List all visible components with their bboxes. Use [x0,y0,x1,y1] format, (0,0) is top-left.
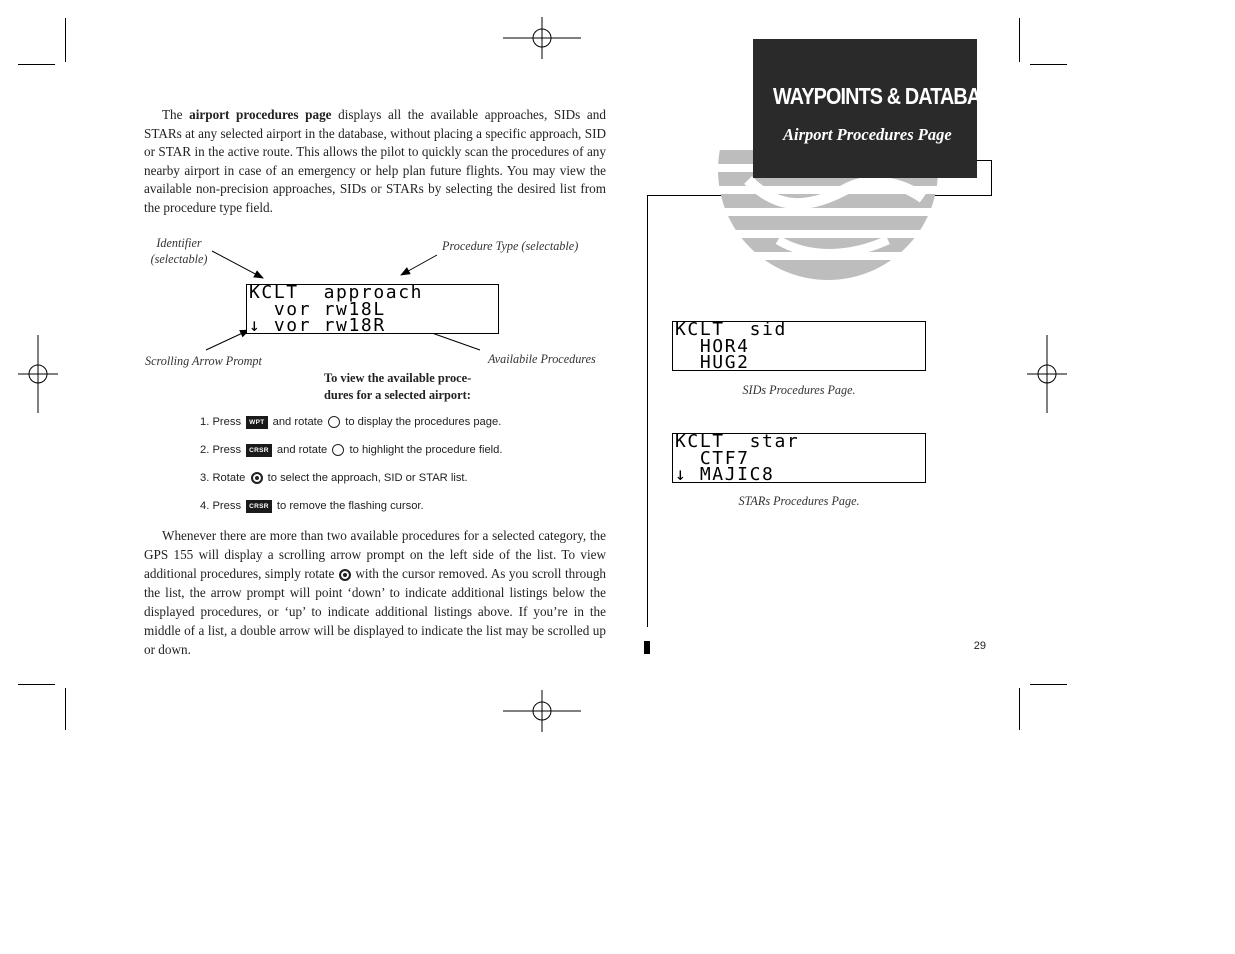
intro-paragraph: The airport procedures page displays all the available approaches, SIDs and STARs at any selected airport in the database, without placing a specific approach, SID or STAR in the active route. This allows the pilot to quickly scan the procedures of any nearby airport in case of an emergency or help plan future flights. You may view the available non-precision approaches, SIDs or STARs by selecting the desired list from the procedure type field. [144,107,606,215]
label-procedure-type: Procedure Type (selectable) [442,239,579,253]
step-3: 3. Rotate to select the approach, SID or STAR list. [200,472,468,484]
star-lcd-screen [672,433,926,483]
crop-mark [1030,64,1067,65]
frame-line [977,160,992,161]
label-available-procedures: Availabile Procedures [488,352,596,366]
page-number: 29 [973,640,986,652]
diagram-arrows [0,0,620,420]
section-header [753,39,1005,178]
lcd-line: KCLT star [675,431,800,452]
inner-knob-icon [251,472,263,484]
crop-mark [1019,18,1020,62]
star-caption: STARs Procedures Page. [738,494,860,508]
lcd-line: ↓ MAJIC8 [675,464,775,485]
outer-knob-icon [328,416,340,428]
label-scrolling-arrow: Scrolling Arrow Prompt [145,354,262,368]
procedures-lcd-screen [246,284,499,334]
lcd-line: vor rw18L [249,298,386,320]
lcd-line: KCLT approach [249,282,424,303]
registration-mark [1027,335,1067,413]
label-identifier: Identifier (selectable) [150,236,208,266]
page-marker [644,641,650,654]
crsr-key-icon: CRSR [246,500,272,513]
crop-mark [65,688,66,730]
lcd-line: CTF7 [675,447,750,469]
crop-mark [18,684,55,685]
lcd-line: ↓ vor rw18R [249,315,386,336]
step-1: 1. Press WPT and rotate to display the procedures page. [200,416,502,428]
arrow-procedure-type [401,255,437,275]
step-4: 4. Press CRSR to remove the flashing cursor. [200,500,424,512]
step-2: 2. Press CRSR and rotate to highlight the procedure field. [200,444,503,456]
wpt-key-icon: WPT [246,416,267,429]
instructions-heading: To view the available proce- dures for a selected airport: [324,371,472,402]
sid-lcd-screen [672,321,926,371]
scrolling-paragraph: Whenever there are more than two available procedures for a selected category, the GPS 155 will display a scrolling arrow prompt on the left side of the list. To view additional procedures, simply rotate with the cursor removed. As you scroll through the list, the arrow prompt will point ‘down’ to indicate additional listings below the displayed procedures, or ‘up’ to indicate additional listings above. If you’re in the middle of a list, a double arrow will be displayed to indicate the list may be scrolled up or down. [144,528,607,657]
lcd-line: KCLT sid [675,319,787,340]
arrow-identifier [212,251,263,278]
crop-mark [1019,688,1020,730]
frame-line [991,160,992,196]
inner-knob-icon [339,569,351,581]
section-title: WAYPOINTS & DATABASE [773,83,1005,109]
sid-caption: SIDs Procedures Page. [742,383,856,397]
section-subtitle: Airport Procedures Page [783,125,952,144]
crop-mark [1030,684,1067,685]
outer-knob-icon [332,444,344,456]
lcd-line: HUG2 [675,352,750,373]
registration-mark [503,690,581,732]
arrow-scrolling [206,330,249,350]
crsr-key-icon: CRSR [246,444,272,457]
lcd-line: HOR4 [675,335,750,357]
frame-line [647,195,648,627]
intro-bold-term: airport procedures page [189,107,332,122]
